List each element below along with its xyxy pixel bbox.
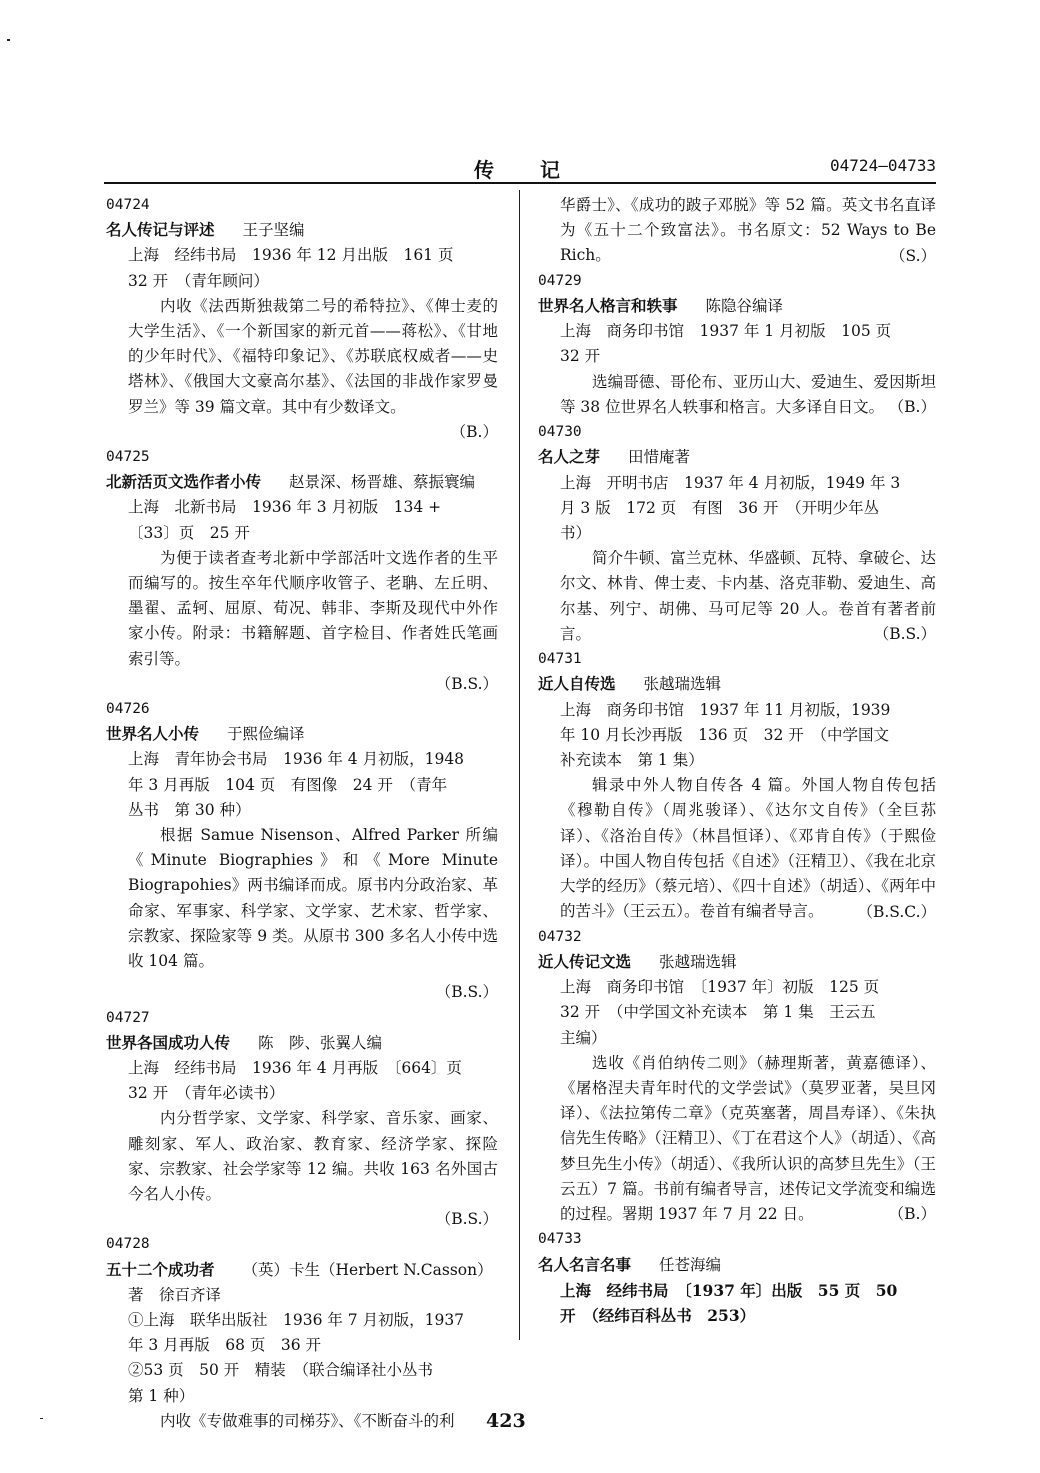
publication-line: 书） [560, 524, 592, 543]
page-number: 423 [486, 1410, 526, 1432]
publication-line: 〔33〕页 25 开 [128, 523, 250, 542]
entry-title: 世界名人小传 [106, 725, 200, 744]
entry-number: 04725 [106, 449, 150, 466]
source-code: （B.S.） [435, 983, 498, 1002]
publication-line: 上海 经纬书局 1936 年 12 月出版 161 页 [128, 246, 454, 265]
entry-description: 华爵士》、《成功的跛子邓脱》等 52 篇。英文书名直译为《五十二个致富法》。书名原文：52 Ways to Be Rich。 [560, 196, 936, 265]
entry-title: 近人传记文选 [538, 952, 632, 971]
source-code: （S.） [890, 246, 936, 265]
publication-line: 上海 北新书局 1936 年 3 月初版 134 + [128, 498, 442, 517]
entry-number: 04724 [106, 197, 150, 213]
entry-title: 名人之芽 [538, 448, 601, 467]
publication-line: 32 开 （中学国文补充读本 第 1 集 王云五 [560, 1003, 876, 1022]
section-title: 传记 [474, 158, 606, 182]
entry-number: 04727 [106, 1009, 150, 1026]
entry-title: 世界名人格言和轶事 [538, 297, 678, 316]
source-code: （B.S.） [873, 625, 936, 644]
source-code: （B.S.） [435, 1210, 498, 1229]
entry-title: 五十二个成功者 [106, 1260, 215, 1279]
entry-continuation [538, 193, 936, 269]
publication-line: 开 （经纬百科丛书 253） [560, 1305, 756, 1325]
right-column [538, 193, 936, 1328]
publication-line: 上海 青年协会书局 1936 年 4 月初版，1948 [128, 750, 465, 769]
entry-number: 04728 [106, 1236, 150, 1253]
publication-line: 32 开 [560, 347, 601, 366]
publication-line: 32 开 （青年顾问） [128, 271, 269, 290]
publication-line: 年 3 月再版 104 页 有图像 24 开 （青年 [128, 775, 448, 794]
entry [106, 1006, 498, 1233]
column-divider [519, 190, 520, 1340]
publication-line: 上海 商务印书馆 〔1937 年〕初版 125 页 [560, 978, 880, 997]
publication-line: 上海 开明书店 1937 年 4 月初版，1949 年 3 [560, 473, 901, 492]
publication-line: 年 10 月长沙再版 136 页 32 开 （中学国文 [560, 725, 889, 744]
entry-number: 04731 [538, 651, 582, 668]
entry-title: 近人自传选 [538, 675, 616, 694]
entry-number: 04733 [538, 1231, 582, 1248]
entry-title: 名人传记与评述 [106, 221, 215, 240]
publication-line: ②53 页 50 开 精装 （联合编译社小丛书 [128, 1361, 434, 1380]
entry-range: 04724—04733 [830, 156, 936, 175]
scan-speck [40, 1418, 43, 1419]
entry-title: 名人名言名事 [538, 1255, 632, 1274]
publication-line: 上海 经纬书局 1936 年 4 月再版 〔664〕页 [128, 1058, 462, 1077]
entry-number: 04726 [106, 701, 150, 718]
publication-line: 32 开 （青年必读书） [128, 1084, 285, 1103]
entry-author: 王子坚编 [242, 221, 305, 240]
entry-author: 张越瑞选辑 [659, 952, 737, 971]
left-column [106, 193, 498, 1434]
entry-description: 选编哥德、哥伦布、亚历山大、爱迪生、爱因斯坦等 38 位世界名人轶事和格言。大多译自日文。 [560, 372, 936, 416]
entry-number: 04729 [538, 272, 582, 289]
entry-author: 于熙俭编译 [227, 725, 305, 744]
entry-author: 赵景深、杨晋雄、蔡振寰编 [289, 473, 476, 492]
publication-line: 年 3 月再版 68 页 36 开 [128, 1336, 322, 1355]
source-code: （B.） [450, 422, 498, 441]
publication-line: 上海 经纬书局 〔1937 年〕出版 55 页 50 [560, 1280, 898, 1300]
entry [538, 647, 936, 924]
running-header [104, 150, 936, 180]
entry [106, 193, 498, 445]
entry-author: 任苍海编 [659, 1255, 722, 1274]
entry-author: 陈隐谷编译 [705, 297, 784, 316]
entry-author: 张越瑞选辑 [643, 675, 722, 694]
publication-line: 第 1 种） [128, 1386, 195, 1405]
publication-line: 月 3 版 172 页 有图 36 开 （开明少年丛 [560, 498, 880, 517]
entry-description: 选收《肖伯纳传二则》（赫理斯著，黄嘉德译）、《屠格涅夫青年时代的文学尝试》（莫罗亚著，吴旦冈译）、《法拉第传二章》（克英塞著，周昌寿译）、《朱执信先生传略》（汪精卫）、《丁在君这个人》（胡适）、《高梦旦先生小传》（胡适）、《我所认识的高梦旦先生》（王云五）7 篇。书前有编者导言，述传记文学流变和编选的过程。署期 1937 年 7 月 22 日。 [560, 1053, 936, 1223]
entry-description: 辑录中外人物自传各 4 篇。外国人物自传包括《穆勒自传》（周兆骏译）、《达尔文自传》（全巨荪译）、《洛治自传》（林昌恒译）、《邓肯自传》（于熙俭译）。中国人物自传包括《自述》（汪精卫）、《我在北京大学的经历》（蔡元培）、《四十自述》（胡适）、《两年中的苦斗》（王云五）。卷首有编者导言。 [560, 776, 936, 921]
entry-description: 内收《法西斯独裁第二号的希特拉》、《俾士麦的大学生活》、《一个新国家的新元首——蒋松》、《甘地的少年时代》、《福特印象记》、《苏联底权威者——史塔林》、《俄国大文豪高尔基》、《法国的非战作家罗曼罗兰》等 39 篇文章。其中有少数译文。 [128, 296, 498, 416]
publication-line: 丛书 第 30 种） [128, 800, 251, 819]
publication-line: 上海 商务印书馆 1937 年 1 月初版 105 页 [560, 322, 892, 341]
scan-speck [7, 39, 10, 41]
entry [538, 420, 936, 647]
entry [106, 1232, 498, 1434]
entry-description: 内分哲学家、文学家、科学家、音乐家、画家、雕刻家、军人、政治家、教育家、经济学家、探险家、宗教家、社会学家等 12 编。共收 163 名外国古今名人小传。 [128, 1109, 498, 1203]
entry-author: 田惜庵著 [628, 448, 691, 467]
entry [106, 697, 498, 1005]
entry [538, 1227, 936, 1328]
source-code: （B.S.） [435, 674, 498, 693]
entry-description: 内收《专做难事的司梯芬》、《不断奋斗的利 [160, 1411, 455, 1430]
publication-line: 主编） [560, 1028, 607, 1047]
entry-author: 陈 陟、张翼人编 [258, 1033, 383, 1052]
entry-description: 根据 Samue Nisenson、Alfred Parker 所编《Minute Biographies》和《More Minute Biograpohies》两书编译而成。原书内分政治家、革命家、军事家、科学家、文学家、艺术家、哲学家、宗教家、探险家等 9 类。从原书 300 多名人小传中选收 104 篇。 [128, 826, 498, 971]
publication-line: ①上海 联华出版社 1936 年 7 月初版，1937 [128, 1310, 465, 1329]
entry-description: 为便于读者查考北新中学部活叶文选作者的生平而编写的。按生卒年代顺序收管子、老聃、左丘明、墨翟、孟轲、屈原、荀况、韩非、李斯及现代中外作家小传。附录：书籍解题、首字检目、作者姓氏笔画索引等。 [128, 548, 498, 668]
entry [538, 269, 936, 420]
publication-line: 上海 商务印书馆 1937 年 11 月初版，1939 [560, 700, 891, 719]
entry [106, 445, 498, 697]
entry-title: 世界各国成功人传 [106, 1033, 231, 1052]
header-rule [104, 182, 936, 184]
entry-title: 北新活页文选作者小传 [106, 473, 262, 492]
publication-line: 补充读本 第 1 集） [560, 751, 704, 770]
source-code: （B.） [888, 1205, 936, 1224]
entry-author: （英）卡生（Herbert N.Casson）著 徐百齐译 [128, 1260, 493, 1304]
source-code: （B.） [888, 398, 936, 417]
entry-description: 简介牛顿、富兰克林、华盛顿、瓦特、拿破仑、达尔文、林肯、俾士麦、卡内基、洛克菲勒、爱迪生、高尔基、列宁、胡佛、马可尼等 20 人。卷首有著者前言。 [560, 549, 936, 643]
entry-number: 04732 [538, 928, 582, 945]
entry-number: 04730 [538, 424, 582, 441]
source-code: （B.S.C.） [857, 902, 936, 921]
entry [538, 925, 936, 1228]
